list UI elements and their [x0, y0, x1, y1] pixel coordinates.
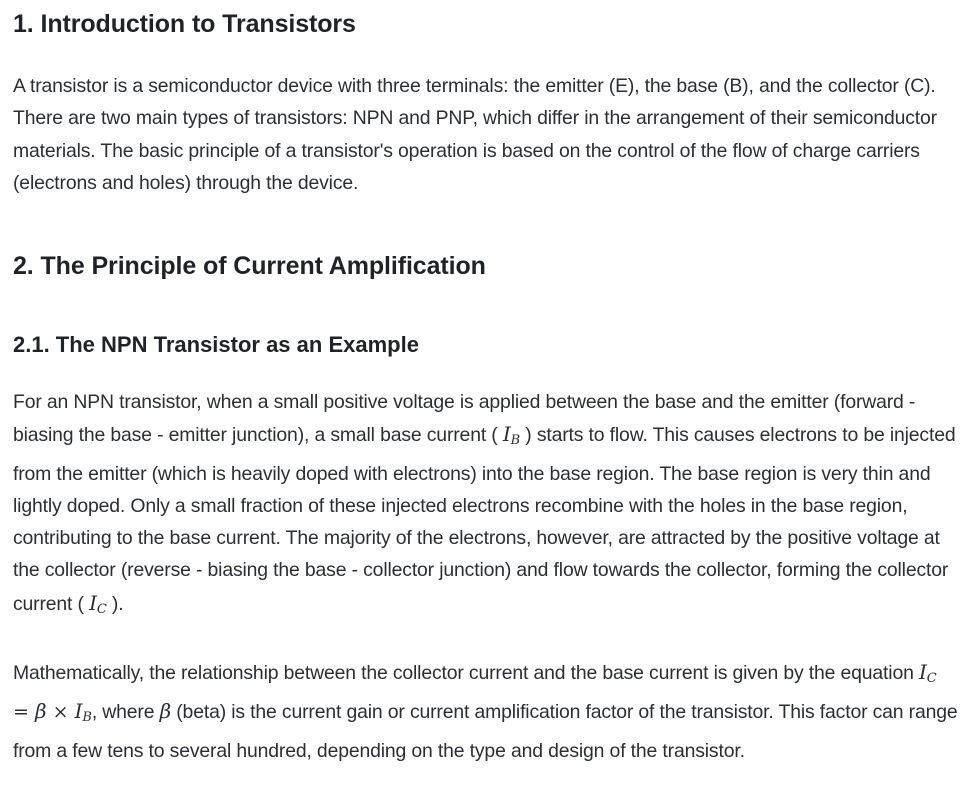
math-text-after: (beta) is the current gain or current amplification factor of the transistor. This factor can range from a few tens to several hundred, depending on the type and design of the transistor.	[13, 701, 958, 762]
math-text-middle: , where	[91, 701, 160, 724]
base-current-symbol: $I_B$	[502, 422, 521, 449]
collector-current-symbol: $I_C$	[89, 590, 107, 617]
beta-symbol: β	[159, 699, 172, 724]
introduction-paragraph: A transistor is a semiconductor device with three terminals: the emitter (E), the base (B), and the collector (C). There are two main types of transistors: NPN and PNP, which differ in the arrangement of their semiconductor materials. The basic principle of a transistor's operation is based on the control of the flow of charge carriers (electrons and holes) through the device.	[13, 75, 937, 194]
npn-text-after: ).	[106, 592, 124, 615]
gain-equation: $I_C = \beta \times I_B$	[13, 660, 937, 726]
math-text-before: Mathematically, the relationship between the collector current and the base current is given by the equation	[13, 662, 919, 684]
section-heading-current-amplification: 2. The Principle of Current Amplification	[13, 252, 486, 280]
section-heading-introduction: 1. Introduction to Transistors	[13, 10, 356, 38]
npn-text-before: For an NPN transistor, when a small positive voltage is applied between the base and the emitter (forward - biasing the base - emitter junction), a small base current (	[13, 391, 916, 447]
subsection-heading-npn-example: 2.1. The NPN Transistor as an Example	[13, 332, 419, 357]
npn-text-middle: ) starts to flow. This causes electrons to be injected from the emitter (which is heavily doped with electrons) into the base region. The base region is very thin and lightly doped. Only a small fraction of these injected electrons recombine with the holes in the base region, contributing to the base current. The majority of the electrons, however, are attracted by the positive voltage at the collector (reverse - biasing the base - collector junction) and flow towards the collector, forming the collector current (	[13, 424, 956, 615]
math-paragraph	[13, 656, 958, 767]
npn-paragraph	[13, 386, 958, 626]
